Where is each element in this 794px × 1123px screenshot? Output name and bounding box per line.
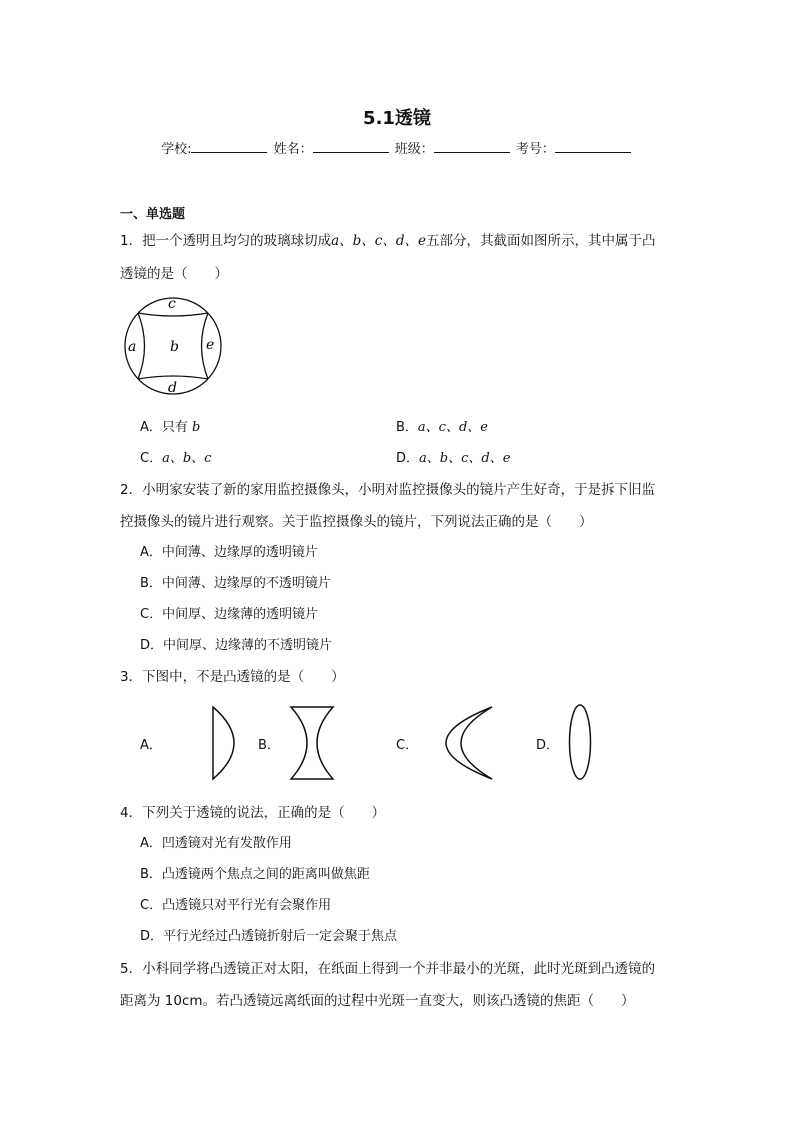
q2-option-a[interactable]: A．中间薄、边缘厚的透明镜片 xyxy=(140,545,318,560)
q3-option-a-label[interactable]: A． xyxy=(140,738,162,753)
q1-text-b: 五部分，其截面如图所示，其中属于凸 xyxy=(425,233,656,249)
lens-c-meniscus[interactable] xyxy=(420,703,500,783)
q3-line1: 3．下图中，不是凸透镜的是（ ） xyxy=(120,669,345,685)
q2-option-d[interactable]: D．中间厚、边缘薄的不透明镜片 xyxy=(140,638,333,653)
q1-option-b-prefix: B． xyxy=(396,420,418,435)
label-b: b xyxy=(170,339,179,355)
q5-line1: 5．小科同学将凸透镜正对太阳，在纸面上得到一个并非最小的光斑，此时光斑到凸透镜的 xyxy=(120,961,656,977)
lens-b-shape xyxy=(291,707,333,779)
number-blank[interactable] xyxy=(555,140,631,153)
q1-letters: a、b、c、d、e xyxy=(331,233,426,249)
q1-option-d[interactable] xyxy=(396,447,510,466)
name-blank[interactable] xyxy=(313,140,389,153)
q4-line1: 4．下列关于透镜的说法，正确的是（ ） xyxy=(120,805,386,821)
page-title: 5.1透镜 xyxy=(363,108,431,129)
school-label: 学校: xyxy=(161,142,192,157)
q1-option-c-var: a、b、c xyxy=(162,451,212,466)
q4-option-d[interactable]: D．平行光经过凸透镜折射后一定会聚于焦点 xyxy=(140,929,398,944)
lens-a-shape xyxy=(213,707,234,779)
q1-line1 xyxy=(120,229,655,249)
cut-left xyxy=(138,313,145,379)
q2-option-c[interactable]: C．中间厚、边缘薄的透明镜片 xyxy=(140,607,319,622)
section-heading: 一、单选题 xyxy=(120,207,186,222)
lens-b-biconcave[interactable] xyxy=(282,703,342,783)
lens-d-biconvex[interactable] xyxy=(560,700,600,784)
q1-text-a: 1．把一个透明且均匀的玻璃球切成 xyxy=(120,233,332,249)
q1-option-c[interactable] xyxy=(140,447,211,466)
student-info-line xyxy=(0,138,794,157)
q3-option-d-label[interactable]: D． xyxy=(536,738,560,753)
q2-option-b[interactable]: B．中间薄、边缘厚的不透明镜片 xyxy=(140,576,331,591)
q1-option-d-var: a、b、c、d、e xyxy=(419,451,511,466)
q5-line2: 距离为 10cm。若凸透镜远离纸面的过程中光斑一直变大，则该凸透镜的焦距（ ） xyxy=(120,993,635,1009)
school-blank[interactable] xyxy=(191,140,267,153)
q2-line2: 控摄像头的镜片进行观察。关于监控摄像头的镜片，下列说法正确的是（ ） xyxy=(120,514,593,530)
q4-option-a[interactable]: A．凹透镜对光有发散作用 xyxy=(140,836,292,851)
label-a: a xyxy=(128,339,137,355)
cut-bottom xyxy=(138,376,208,379)
q1-option-a-var: b xyxy=(192,420,201,435)
name-label: 姓名： xyxy=(273,142,313,157)
q4-option-c[interactable]: C．凸透镜只对平行光有会聚作用 xyxy=(140,898,332,913)
q1-option-b[interactable] xyxy=(396,416,488,435)
sphere-cross-section-figure xyxy=(120,292,230,398)
q3-option-c-label[interactable]: C． xyxy=(396,738,419,753)
class-label: 班级： xyxy=(394,142,434,157)
label-d: d xyxy=(168,380,177,396)
q1-option-b-var: a、c、d、e xyxy=(417,420,488,435)
label-c: c xyxy=(168,296,176,312)
q1-option-c-prefix: C． xyxy=(140,451,163,466)
cut-top xyxy=(138,313,208,316)
lens-d-shape xyxy=(570,705,591,779)
q1-option-a[interactable] xyxy=(140,416,200,435)
lens-c-shape xyxy=(446,707,492,779)
class-blank[interactable] xyxy=(434,140,510,153)
q2-line1: 2．小明家安装了新的家用监控摄像头，小明对监控摄像头的镜片产生好奇，于是拆下旧监 xyxy=(120,482,656,498)
q1-line2: 透镜的是（ ） xyxy=(120,266,228,282)
label-e: e xyxy=(206,337,215,353)
q1-option-a-prefix: A．只有 xyxy=(140,420,193,435)
q4-option-b[interactable]: B．凸透镜两个焦点之间的距离叫做焦距 xyxy=(140,867,370,882)
number-label: 考号： xyxy=(515,142,555,157)
lens-a-plano-convex[interactable] xyxy=(205,703,245,783)
q1-option-d-prefix: D． xyxy=(396,451,420,466)
q3-option-b-label[interactable]: B． xyxy=(258,738,280,753)
